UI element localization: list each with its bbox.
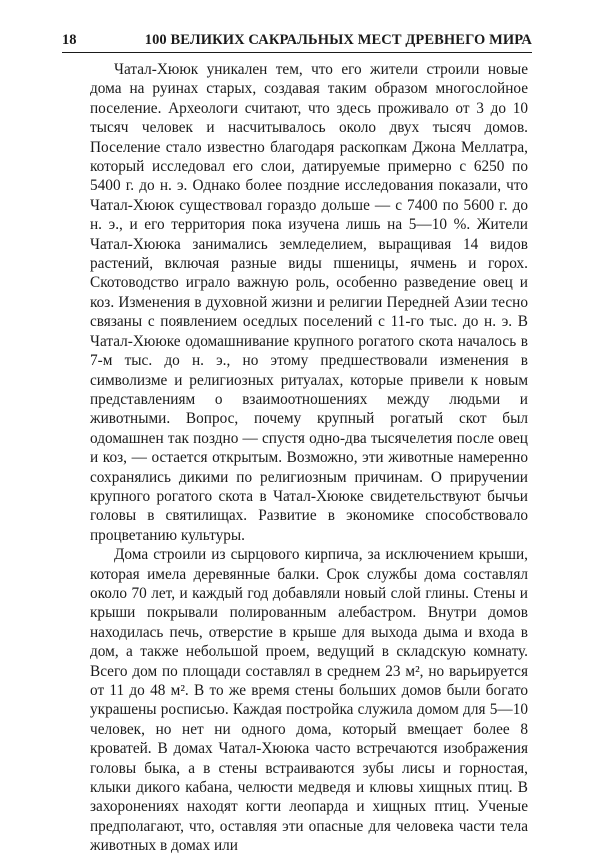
running-header xyxy=(62,30,532,53)
paragraph: Дома строили из сырцового кирпича, за исключением крыши, которая имела деревянные балки. Срок службы дома составлял около 70 лет, и каждый год добавляли новый слой глины. Стены и крыши покрывали полированным алебастром. Внутри домов находилась печь, отверстие в крыше для выхода дыма и входа в дом, а также небольшой проем, ведущий в складскую комнату. Всего дом по площади составлял в среднем 23 м², но варьируется от 11 до 48 м². В то же время стены больших домов были богато украшены росписью. Каждая постройка служила домом для 5—10 человек, но нет ни одного дома, который вмещает более 8 кроватей. В домах Чатал-Хююка часто встречаются изображения головы быка, а в стены встраиваются зубы лисы и горностая, клыки дикого кабана, челюсти медведя и клювы хищных птиц. В захоронениях находят когти леопарда и хищных птиц. Ученые предполагают, что, оставляя эти опасные для человека части тела животных в домах или xyxy=(90,546,528,855)
paragraph: Чатал-Хююк уникален тем, что его жители строили новые дома на руинах старых, создавая таким образом многослойное поселение. Археологи считают, что здесь проживало от 3 до 10 тысяч человек и насчитывалось около двух тысяч домов. Поселение стало известно благодаря раскопкам Джона Меллатра, который исследовал его слои, датируемые примерно с 6250 по 5400 г. до н. э. Однако более поздние исследования показали, что Чатал-Хююк существовал гораздо дольше — с 7400 по 5600 г. до н. э., и его территория пока изучена лишь на 5—10 %. Жители Чатал-Хююка занимались земледелием, выращивая 14 видов растений, включая разные виды пшеницы, ячмень и горох. Скотоводство играло важную роль, особенно разведение овец и коз. Изменения в духовной жизни и религии Передней Азии тесно связаны с появлением оседлых поселений с 11-го тыс. до н. э. В Чатал-Хююке одомашнивание крупного рогатого скота началось в 7-м тыс. до н. э., но этому предшествовали изменения в символизме и религиозных ритуалах, которые привели к новым представлениям о взаимоотношениях между людьми и животными. Вопрос, почему крупный рогатый скот был одомашнен так поздно — спустя одно-два тысячелетия после овец и коз, — остается открытым. Возможно, эти животные намеренно сохранялись дикими по религиозным причинам. О приручении крупного рогатого скота в Чатал-Хююке свидетельствуют бычьи головы в святилищах. Развитие в экономике способствовало процветанию культуры. xyxy=(90,61,528,544)
book-title: 100 ВЕЛИКИХ САКРАЛЬНЫХ МЕСТ ДРЕВНЕГО МИРА xyxy=(144,32,532,48)
page-number: 18 xyxy=(62,32,77,48)
body-text xyxy=(90,60,528,856)
